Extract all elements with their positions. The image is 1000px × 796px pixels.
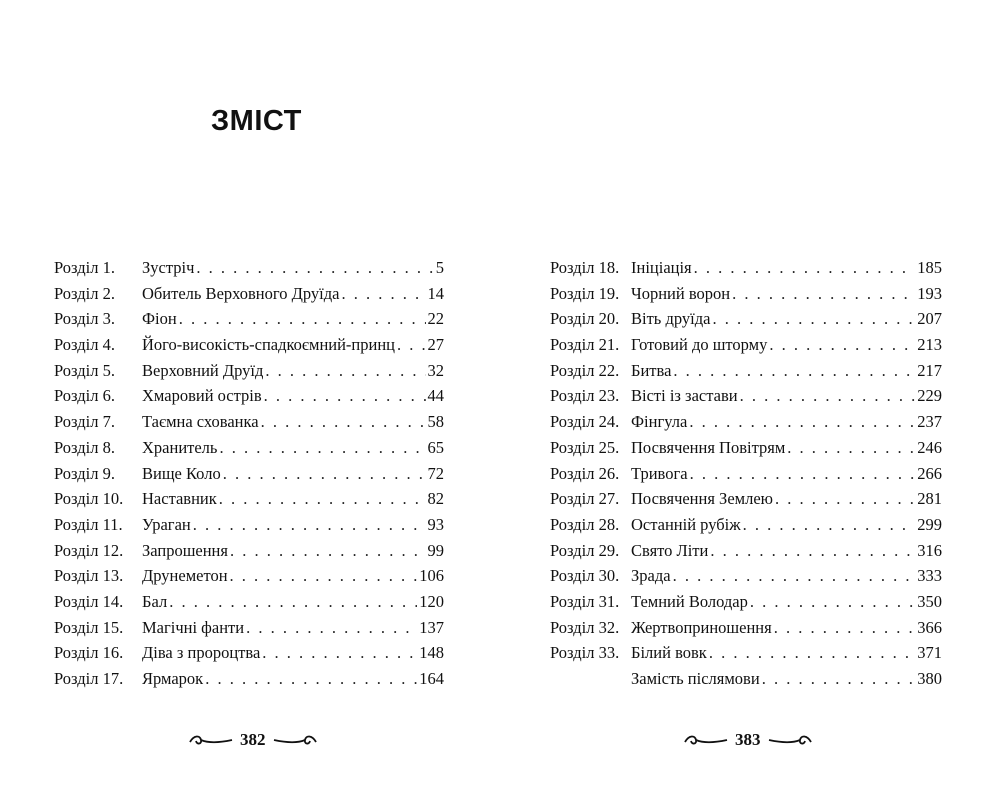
toc-entry-label: Розділ 14. [54,591,124,611]
toc-entry-page: 5 [435,258,444,277]
toc-entry-title: Готовий до шторму [631,335,768,355]
toc-leader-dots [673,566,916,586]
toc-entry [550,618,942,644]
toc-entry-title: Тривога [631,463,688,483]
toc-entry-label: Розділ 2. [54,283,115,303]
toc-leader-dots [265,361,425,381]
toc-entry [550,258,942,284]
toc-entry-title: Свято Літи [631,540,709,560]
toc-leader-dots [205,669,417,689]
toc-entry-label: Розділ 24. [550,412,620,432]
toc-entry [54,258,444,284]
toc-entry-title: Фіон [142,309,177,329]
toc-entry [550,438,942,464]
toc-entry-label: Розділ 29. [550,540,620,560]
toc-leader-dots [694,258,916,278]
toc-entry-page: 366 [917,617,942,637]
toc-entry-title: Ураган [142,514,191,534]
toc-entry-page: 333 [917,566,942,586]
toc-entry-title: Чорний ворон [631,283,731,303]
toc-entry-page: 380 [917,669,942,688]
toc-entry-title: Темний Володар [631,591,748,611]
toc-leader-dots [262,643,417,663]
toc-entry-page: 281 [917,489,942,509]
toc-entry-title: Останній рубіж [631,514,741,534]
toc-entry-label: Розділ 26. [550,463,620,483]
toc-entry-label: Розділ 18. [550,258,620,277]
toc-leader-dots [230,566,418,586]
toc-entry-page: 82 [427,489,444,509]
toc-entry-page: 137 [419,617,444,637]
toc-entry-page: 22 [427,309,444,329]
toc-entry [550,643,942,669]
toc-entry-label: Розділ 27. [550,489,620,509]
toc-entry [54,361,444,387]
toc-entry-page: 213 [917,335,942,355]
toc-entry [550,669,942,695]
toc-leader-dots [341,284,425,304]
toc-leader-dots [774,618,916,638]
toc-entry [550,335,942,361]
toc-right-column [550,258,942,695]
toc-entry [550,515,942,541]
toc-leader-dots [775,489,915,509]
toc-entry-title: Посвячення Землею [631,489,773,509]
toc-leader-dots [169,592,417,612]
toc-leader-dots [193,515,426,535]
toc-entry-label: Розділ 32. [550,617,620,637]
toc-entry [54,618,444,644]
toc-entry-label: Розділ 11. [54,514,123,534]
toc-leader-dots [264,386,426,406]
toc-entry-label: Розділ 13. [54,566,124,586]
folio-left [188,730,318,750]
toc-entry-label: Розділ 20. [550,309,620,329]
toc-entry-label: Розділ 1. [54,258,115,277]
toc-entry-label: Розділ 12. [54,540,124,560]
toc-entry [550,464,942,490]
toc-entry-page: 93 [427,514,444,534]
toc-leader-dots [179,309,426,329]
toc-entry-page: 350 [917,591,942,611]
folio-number-right: 383 [735,730,761,749]
toc-entry-label: Розділ 16. [54,643,124,663]
toc-entry-title: Бал [142,591,168,611]
toc-entry-label: Розділ 19. [550,283,620,303]
toc-entry-label: Розділ 10. [54,489,124,509]
toc-entry-page: 148 [419,643,444,663]
toc-leader-dots [673,361,915,381]
toc-entry [54,309,444,335]
toc-entry-title: Верховний Друїд [142,360,264,380]
toc-entry-title: Посвячення Повітрям [631,437,786,457]
toc-entry-label: Розділ 21. [550,335,620,355]
toc-entry-page: 207 [917,309,942,329]
toc-entry [550,284,942,310]
toc-entry-page: 106 [419,566,444,586]
toc-entry-title: Наставник [142,489,217,509]
toc-leader-dots [219,438,425,458]
toc-entry [54,412,444,438]
toc-entry [54,669,444,695]
swirl-ornament-left-icon [188,733,234,747]
toc-entry [54,335,444,361]
toc-entry-title: Ініціація [631,258,692,277]
toc-leader-dots [196,258,433,278]
folio-number-left: 382 [240,730,266,749]
toc-entry-page: 237 [917,412,942,432]
toc-leader-dots [769,335,915,355]
toc-entry-page: 246 [917,437,942,457]
toc-leader-dots [712,309,915,329]
toc-entry-page: 164 [419,669,444,688]
toc-entry-label: Розділ 23. [550,386,620,406]
toc-entry-title: Замість післямови [631,669,760,688]
toc-entry-title: Битва [631,360,672,380]
toc-entry-label: Розділ 6. [54,386,115,406]
toc-leader-dots [787,438,915,458]
toc-leader-dots [732,284,915,304]
toc-entry-title: Хмаровий острів [142,386,262,406]
toc-entry-label: Розділ 5. [54,360,115,380]
toc-entry-page: 32 [427,360,444,380]
toc-entry-page: 44 [427,386,444,406]
toc-entry-title: Діва з пророцтва [142,643,261,663]
toc-leader-dots [689,412,915,432]
toc-entry-label: Розділ 7. [54,412,115,432]
toc-leader-dots [750,592,915,612]
toc-entry-page: 27 [427,335,444,355]
toc-entry [54,592,444,618]
toc-entry-page: 299 [917,514,942,534]
toc-entry [550,592,942,618]
toc-entry-label: Розділ 30. [550,566,620,586]
toc-leader-dots [710,541,915,561]
toc-entry-label: Розділ 22. [550,360,620,380]
toc-entry [550,412,942,438]
toc-entry-label: Розділ 15. [54,617,124,637]
toc-entry [550,541,942,567]
toc-leader-dots [223,464,426,484]
toc-entry [54,464,444,490]
toc-entry [550,386,942,412]
toc-entry-page: 185 [917,258,942,277]
toc-entry-page: 193 [917,283,942,303]
toc-leader-dots [219,489,426,509]
toc-entry-label: Розділ 31. [550,591,620,611]
toc-entry-title: Зрада [631,566,671,586]
toc-entry-page: 14 [427,283,444,303]
toc-entry-page: 217 [917,360,942,380]
toc-entry-page: 316 [917,540,942,560]
toc-entry-title: Жертвоприношення [631,617,772,637]
toc-entry [54,438,444,464]
toc-entry [54,515,444,541]
toc-entry-page: 229 [917,386,942,406]
swirl-ornament-left-icon [683,733,729,747]
toc-entry-page: 371 [917,643,942,663]
toc-entry-label: Розділ 28. [550,514,620,534]
toc-leader-dots [743,515,916,535]
toc-entry-title: Таємна схованка [142,412,259,432]
toc-entry-label: Розділ 3. [54,309,115,329]
toc-entry-label: Розділ 9. [54,463,115,483]
toc-entry-page: 99 [427,540,444,560]
toc-left-column [54,258,444,695]
toc-entry-page: 120 [419,591,444,611]
toc-entry-title: Його-високість-спадкоємний-принц [142,335,395,355]
toc-leader-dots [230,541,426,561]
toc-entry-label: Розділ 17. [54,669,124,688]
toc-entry [550,489,942,515]
toc-entry-title: Фінгула [631,412,688,432]
toc-leader-dots [762,669,916,689]
toc-entry-label: Розділ 8. [54,437,115,457]
folio-right [683,730,813,750]
toc-entry-page: 72 [427,463,444,483]
toc-entry [550,566,942,592]
toc-entry-page: 65 [427,437,444,457]
swirl-ornament-right-icon [272,733,318,747]
toc-leader-dots [246,618,417,638]
page-title: ЗМІСТ [211,105,302,137]
toc-entry [550,309,942,335]
toc-entry-title: Вище Коло [142,463,221,483]
toc-entry-label: Розділ 4. [54,335,115,355]
toc-entry-title: Зустріч [142,258,195,277]
toc-leader-dots [690,464,916,484]
toc-entry-title: Друнеметон [142,566,228,586]
toc-entry [54,643,444,669]
toc-leader-dots [397,335,426,355]
toc-entry-title: Магічні фанти [142,617,245,637]
toc-entry-title: Обитель Верховного Друїда [142,283,340,303]
swirl-ornament-right-icon [767,733,813,747]
toc-entry [54,489,444,515]
toc-entry [54,541,444,567]
toc-entry-title: Ярмарок [142,669,204,688]
toc-entry-label: Розділ 25. [550,437,620,457]
toc-entry-title: Вісті із застави [631,386,738,406]
toc-entry-title: Хранитель [142,437,218,457]
toc-entry-label: Розділ 33. [550,643,620,663]
toc-entry [54,284,444,310]
toc-entry-page: 58 [427,412,444,432]
toc-entry-title: Віть друїда [631,309,711,329]
toc-leader-dots [709,643,915,663]
toc-entry-title: Білий вовк [631,643,707,663]
toc-leader-dots [261,412,426,432]
toc-entry [54,386,444,412]
toc-leader-dots [740,386,916,406]
toc-entry-page: 266 [917,463,942,483]
toc-entry [550,361,942,387]
toc-entry [54,566,444,592]
toc-entry-title: Запрошення [142,540,228,560]
